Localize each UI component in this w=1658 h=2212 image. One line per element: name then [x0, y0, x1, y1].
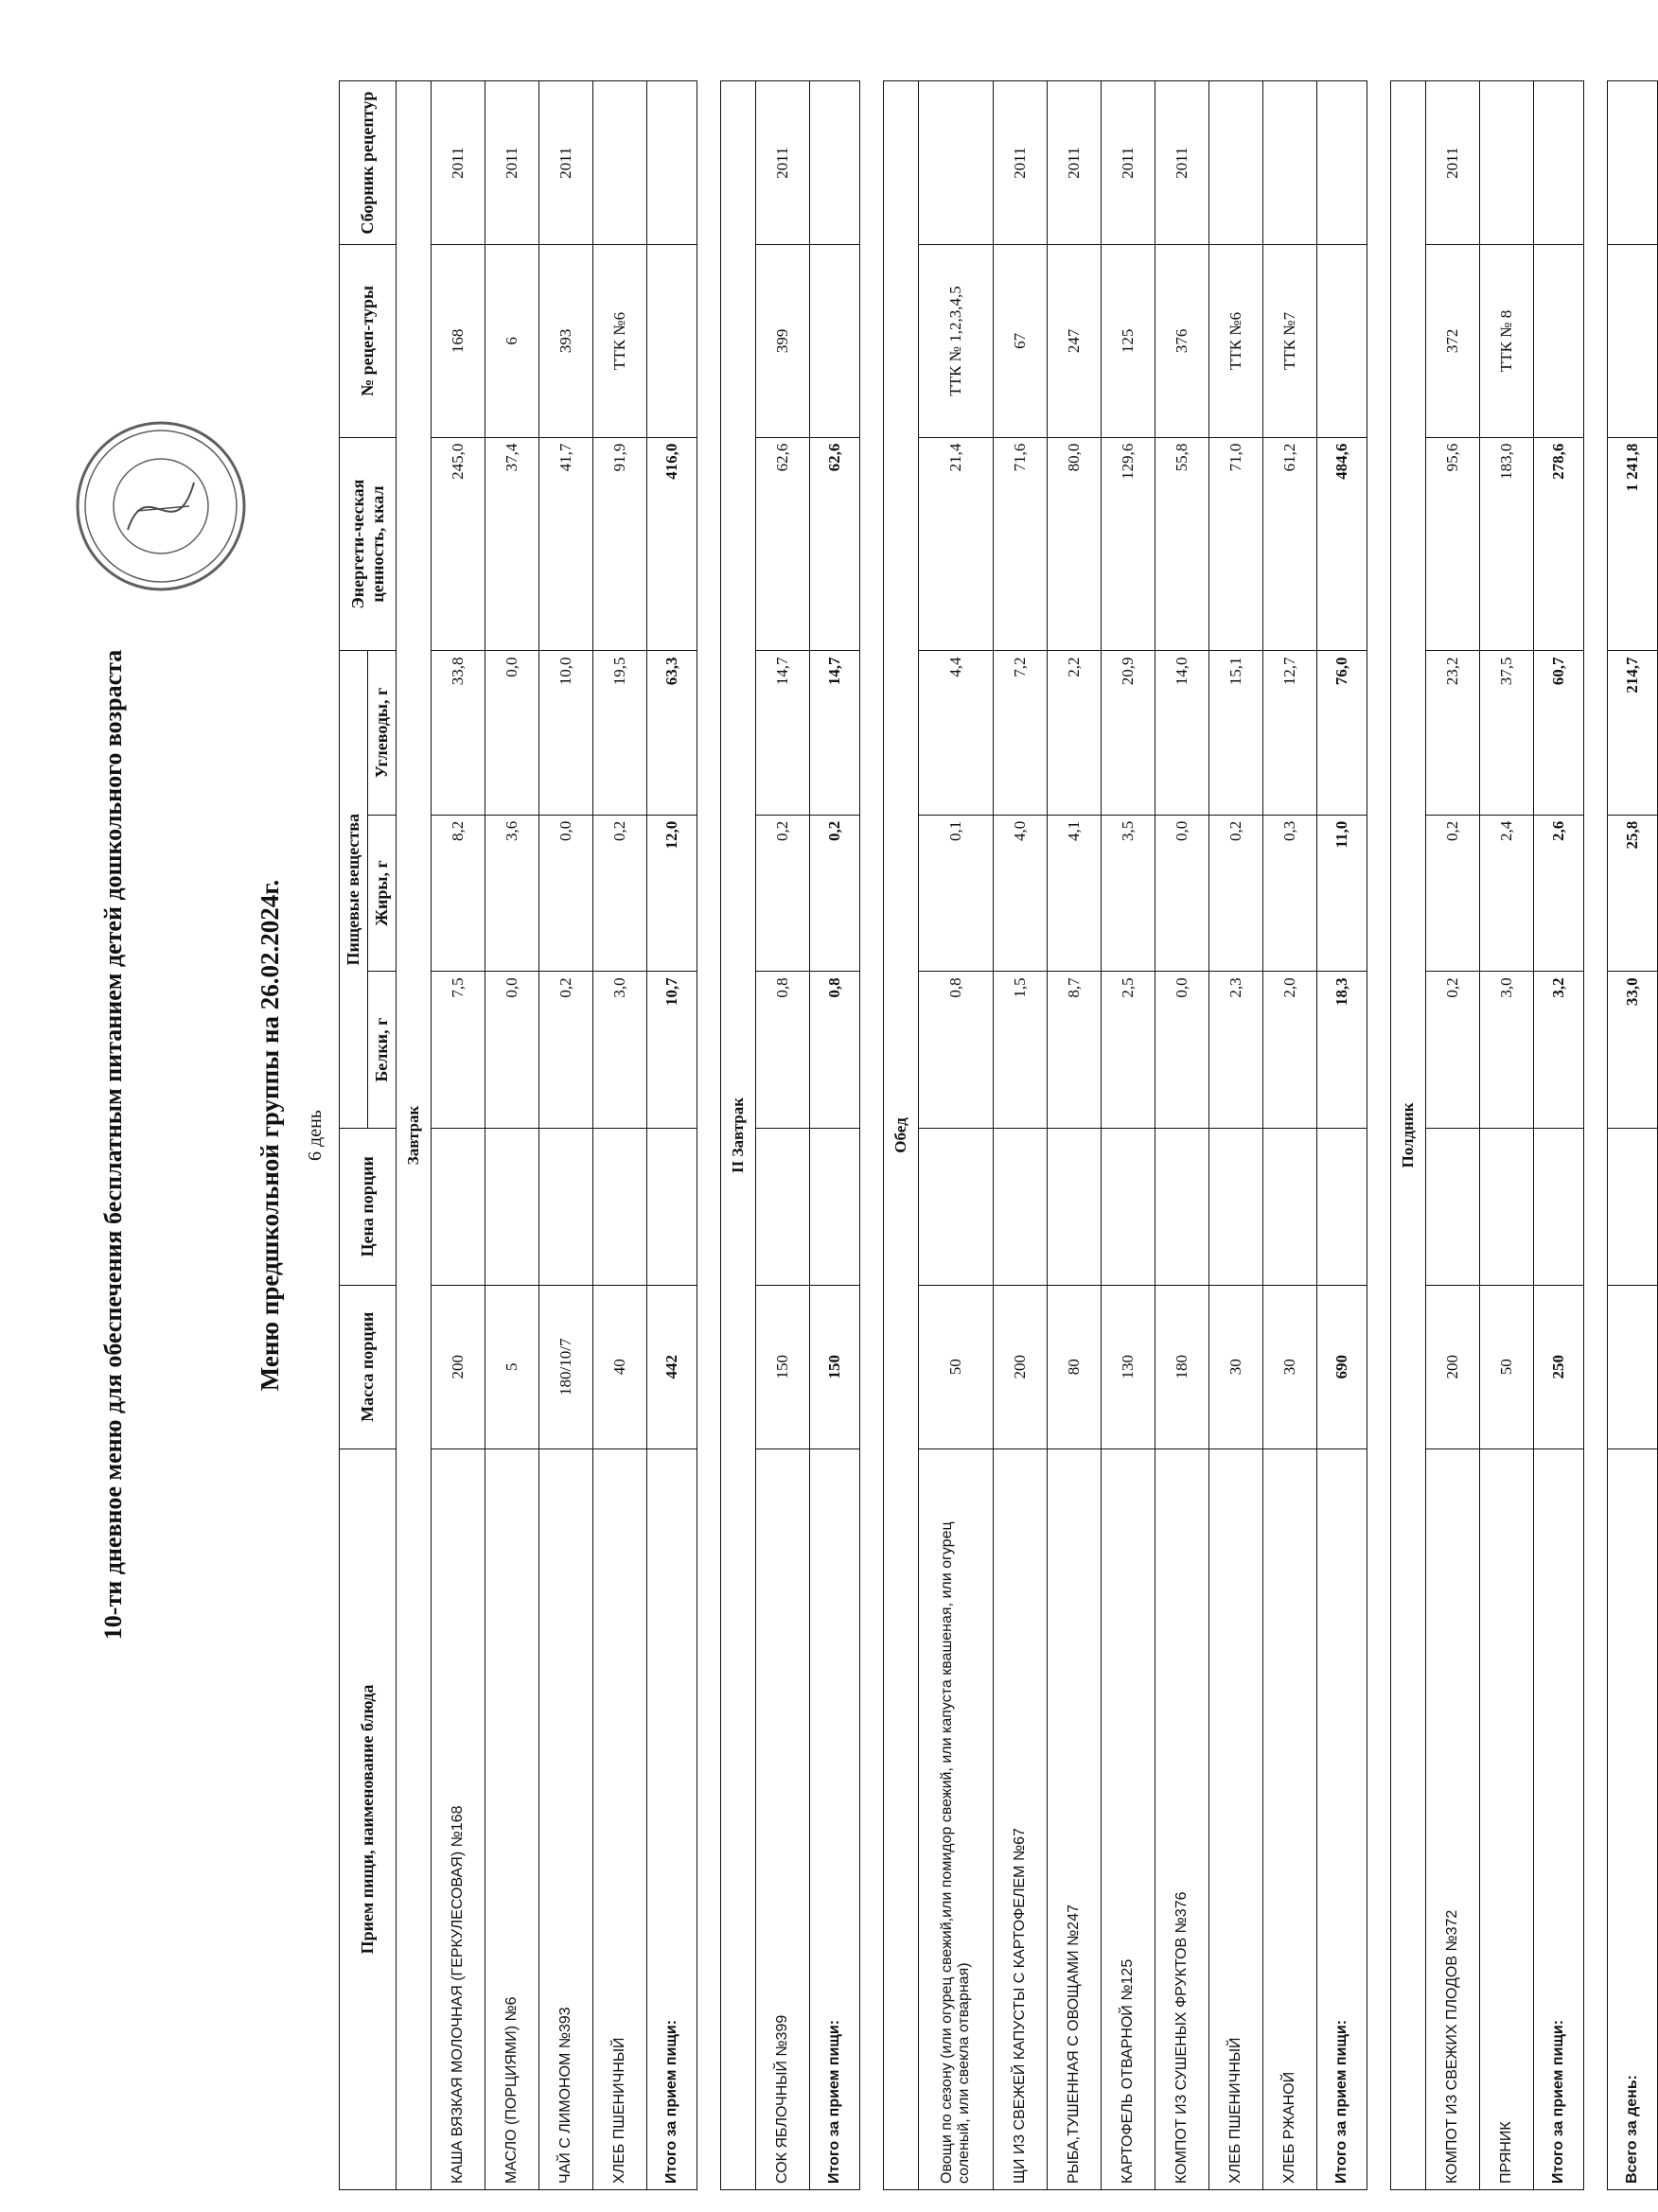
- spacer-cell: [1584, 81, 1608, 2190]
- fat-value: 3,5: [1102, 815, 1155, 972]
- page-title: 10-ти дневное меню для обеспечения бесплатным питанием детей дошкольного возраста: [99, 649, 127, 1641]
- portion-price: [1209, 1129, 1263, 1286]
- subtotal-carbs: 76,0: [1317, 651, 1367, 815]
- carbs-value: 33,8: [432, 651, 485, 815]
- carbs-value: 0,0: [485, 651, 539, 815]
- col-header-recipe: № рецеп-туры: [340, 245, 397, 437]
- day-total-energy: 1 241,8: [1608, 437, 1658, 651]
- subtotal-recipe: [810, 245, 860, 437]
- recipe-collection: [593, 81, 647, 245]
- protein-value: 2,0: [1263, 972, 1317, 1129]
- fat-value: 0,0: [1155, 815, 1209, 972]
- subtotal-protein: 0,8: [810, 972, 860, 1129]
- portion-mass: 130: [1102, 1285, 1155, 1448]
- energy-value: 95,6: [1426, 437, 1480, 651]
- subtotal-row: [810, 81, 860, 2190]
- energy-value: 71,6: [994, 437, 1048, 651]
- table-row: [1155, 81, 1209, 2190]
- section-row: [1391, 81, 1426, 2190]
- portion-mass: 40: [593, 1285, 647, 1448]
- recipe-collection: [1263, 81, 1317, 245]
- spacer-row: [1584, 81, 1608, 2190]
- subtotal-recipe: [1317, 245, 1367, 437]
- carbs-value: 15,1: [1209, 651, 1263, 815]
- recipe-number: 67: [994, 245, 1048, 437]
- spacer-cell: [860, 81, 884, 2190]
- col-header-nutrients: Пищевые вещества: [340, 651, 368, 1129]
- section-label: Завтрак: [397, 81, 432, 2190]
- energy-value: 21,4: [919, 437, 994, 651]
- recipe-number: 393: [539, 245, 593, 437]
- table-row: [1426, 81, 1480, 2190]
- energy-value: 91,9: [593, 437, 647, 651]
- recipe-number: ТТК №7: [1263, 245, 1317, 437]
- subtotal-price: [1317, 1129, 1367, 1286]
- recipe-number: ТТК № 8: [1480, 245, 1534, 437]
- subtotal-mass: 250: [1534, 1285, 1584, 1448]
- subtotal-label: Итого за прием пищи:: [647, 1448, 697, 2189]
- energy-value: 183,0: [1480, 437, 1534, 651]
- recipe-collection: 2011: [1048, 81, 1102, 245]
- recipe-collection: [1480, 81, 1534, 245]
- recipe-collection: 2011: [539, 81, 593, 245]
- portion-mass: 30: [1263, 1285, 1317, 1448]
- subtotal-collection: [1317, 81, 1367, 245]
- recipe-number: ТТК №6: [1209, 245, 1263, 437]
- carbs-value: 14,0: [1155, 651, 1209, 815]
- recipe-number: 125: [1102, 245, 1155, 437]
- day-total-protein: 33,0: [1608, 972, 1658, 1129]
- portion-mass: 50: [1480, 1285, 1534, 1448]
- portion-mass: 180: [1155, 1285, 1209, 1448]
- subtotal-row: [1534, 81, 1584, 2190]
- day-total-label: Всего за день:: [1608, 1448, 1658, 2189]
- menu-title: Меню предшкольной группы на 26.02.2024г.: [256, 879, 284, 1392]
- table-row: [756, 81, 810, 2190]
- dish-name: ЧАЙ С ЛИМОНОМ №393: [539, 1448, 593, 2189]
- recipe-collection: 2011: [1426, 81, 1480, 245]
- subtotal-price: [647, 1129, 697, 1286]
- section-row: [884, 81, 919, 2190]
- protein-value: 0,8: [756, 972, 810, 1129]
- dish-name: ПРЯНИК: [1480, 1448, 1534, 2189]
- day-total-collection: [1608, 81, 1658, 245]
- recipe-collection: 2011: [756, 81, 810, 245]
- menu-document: [246, 80, 1641, 2190]
- portion-mass: 30: [1209, 1285, 1263, 1448]
- dish-name: РЫБА,ТУШЕННАЯ С ОВОЩАМИ №247: [1048, 1448, 1102, 2189]
- fat-value: 0,2: [756, 815, 810, 972]
- carbs-value: 2,2: [1048, 651, 1102, 815]
- portion-mass: 200: [1426, 1285, 1480, 1448]
- protein-value: 1,5: [994, 972, 1048, 1129]
- dish-name: Овощи по сезону (или огурец свежий,или помидор свежий, или капуста квашеная, или огурец соленый, или свекла отварная): [919, 1448, 994, 2189]
- table-row: [1048, 81, 1102, 2190]
- fat-value: 3,6: [485, 815, 539, 972]
- fat-value: 2,4: [1480, 815, 1534, 972]
- subtotal-collection: [1534, 81, 1584, 245]
- portion-mass: 80: [1048, 1285, 1102, 1448]
- day-total-fat: 25,8: [1608, 815, 1658, 972]
- portion-price: [432, 1129, 485, 1286]
- subtotal-collection: [810, 81, 860, 245]
- subtotal-carbs: 63,3: [647, 651, 697, 815]
- col-header-name: Прием пищи, наименование блюда: [340, 1448, 397, 2189]
- carbs-value: 14,7: [756, 651, 810, 815]
- subtotal-protein: 10,7: [647, 972, 697, 1129]
- subtotal-energy: 416,0: [647, 437, 697, 651]
- subtotal-carbs: 14,7: [810, 651, 860, 815]
- table-row: [485, 81, 539, 2190]
- energy-value: 62,6: [756, 437, 810, 651]
- portion-price: [1426, 1129, 1480, 1286]
- table-row: [539, 81, 593, 2190]
- subtotal-energy: 62,6: [810, 437, 860, 651]
- subtotal-label: Итого за прием пищи:: [1534, 1448, 1584, 2189]
- dish-name: ЩИ ИЗ СВЕЖЕЙ КАПУСТЫ С КАРТОФЕЛЕМ №67: [994, 1448, 1048, 2189]
- table-row: [1102, 81, 1155, 2190]
- recipe-number: ТТК №6: [593, 245, 647, 437]
- portion-price: [1048, 1129, 1102, 1286]
- protein-value: 2,3: [1209, 972, 1263, 1129]
- carbs-value: 23,2: [1426, 651, 1480, 815]
- subtotal-carbs: 60,7: [1534, 651, 1584, 815]
- recipe-number: 247: [1048, 245, 1102, 437]
- recipe-collection: [1209, 81, 1263, 245]
- protein-value: 0,2: [539, 972, 593, 1129]
- energy-value: 55,8: [1155, 437, 1209, 651]
- spacer-row: [697, 81, 721, 2190]
- subtotal-fat: 12,0: [647, 815, 697, 972]
- table-row: [1480, 81, 1534, 2190]
- carbs-value: 20,9: [1102, 651, 1155, 815]
- portion-price: [756, 1129, 810, 1286]
- fat-value: 4,1: [1048, 815, 1102, 972]
- subtotal-protein: 18,3: [1317, 972, 1367, 1129]
- day-total-price: [1608, 1129, 1658, 1286]
- recipe-number: 6: [485, 245, 539, 437]
- recipe-number: ТТК № 1,2,3,4,5: [919, 245, 994, 437]
- dish-name: ХЛЕБ РЖАНОЙ: [1263, 1448, 1317, 2189]
- portion-price: [1102, 1129, 1155, 1286]
- carbs-value: 37,5: [1480, 651, 1534, 815]
- subtotal-mass: 690: [1317, 1285, 1367, 1448]
- subtotal-energy: 484,6: [1317, 437, 1367, 651]
- protein-value: 0,8: [919, 972, 994, 1129]
- col-header-collection: Сборник рецептур: [340, 81, 397, 245]
- recipe-collection: [919, 81, 994, 245]
- subtotal-energy: 278,6: [1534, 437, 1584, 651]
- fat-value: 8,2: [432, 815, 485, 972]
- recipe-collection: 2011: [432, 81, 485, 245]
- day-label: 6 день: [305, 1110, 326, 1161]
- carbs-value: 12,7: [1263, 651, 1317, 815]
- carbs-value: 7,2: [994, 651, 1048, 815]
- fat-value: 0,2: [593, 815, 647, 972]
- fat-value: 0,2: [1426, 815, 1480, 972]
- dish-name: КАРТОФЕЛЬ ОТВАРНОЙ №125: [1102, 1448, 1155, 2189]
- dish-name: КОМПОТ ИЗ СУШЕНЫХ ФРУКТОВ №376: [1155, 1448, 1209, 2189]
- subtotal-fat: 2,6: [1534, 815, 1584, 972]
- recipe-number: 376: [1155, 245, 1209, 437]
- energy-value: 71,0: [1209, 437, 1263, 651]
- carbs-value: 19,5: [593, 651, 647, 815]
- protein-value: 2,5: [1102, 972, 1155, 1129]
- energy-value: 61,2: [1263, 437, 1317, 651]
- portion-price: [1263, 1129, 1317, 1286]
- portion-price: [485, 1129, 539, 1286]
- day-total-recipe: [1608, 245, 1658, 437]
- col-header-protein: Белки, г: [368, 972, 397, 1129]
- subtotal-row: [1317, 81, 1367, 2190]
- fat-value: 0,2: [1209, 815, 1263, 972]
- spacer-row: [860, 81, 884, 2190]
- portion-mass: 5: [485, 1285, 539, 1448]
- protein-value: 0,0: [1155, 972, 1209, 1129]
- fat-value: 0,3: [1263, 815, 1317, 972]
- protein-value: 7,5: [432, 972, 485, 1129]
- table-row: [994, 81, 1048, 2190]
- spacer-cell: [697, 81, 721, 2190]
- protein-value: 8,7: [1048, 972, 1102, 1129]
- portion-price: [1155, 1129, 1209, 1286]
- recipe-number: 168: [432, 245, 485, 437]
- fat-value: 4,0: [994, 815, 1048, 972]
- recipe-number: 399: [756, 245, 810, 437]
- portion-price: [994, 1129, 1048, 1286]
- organization-stamp: [71, 416, 251, 596]
- day-total-mass: [1608, 1285, 1658, 1448]
- subtotal-fat: 0,2: [810, 815, 860, 972]
- subtotal-mass: 442: [647, 1285, 697, 1448]
- day-total-row: [1608, 81, 1658, 2190]
- dish-name: КОМПОТ ИЗ СВЕЖИХ ПЛОДОВ №372: [1426, 1448, 1480, 2189]
- section-label: II Завтрак: [721, 81, 756, 2190]
- col-header-mass: Масса порции: [340, 1285, 397, 1448]
- section-label: Полдник: [1391, 81, 1426, 2190]
- energy-value: 129,6: [1102, 437, 1155, 651]
- table-row: [919, 81, 994, 2190]
- recipe-collection: 2011: [485, 81, 539, 245]
- dish-name: КАША ВЯЗКАЯ МОЛОЧНАЯ (ГЕРКУЛЕСОВАЯ) №168: [432, 1448, 485, 2189]
- subtotal-recipe: [647, 245, 697, 437]
- fat-value: 0,0: [539, 815, 593, 972]
- portion-price: [539, 1129, 593, 1286]
- subtotal-mass: 150: [810, 1285, 860, 1448]
- portion-mass: 50: [919, 1285, 994, 1448]
- portion-mass: 150: [756, 1285, 810, 1448]
- table-row: [1209, 81, 1263, 2190]
- recipe-collection: 2011: [994, 81, 1048, 245]
- protein-value: 3,0: [593, 972, 647, 1129]
- dish-name: ХЛЕБ ПШЕНИЧНЫЙ: [1209, 1448, 1263, 2189]
- recipe-number: 372: [1426, 245, 1480, 437]
- dish-name: ХЛЕБ ПШЕНИЧНЫЙ: [593, 1448, 647, 2189]
- carbs-value: 4,4: [919, 651, 994, 815]
- col-header-fat: Жиры, г: [368, 815, 397, 972]
- col-header-energy: Энергети-ческая ценность, ккал: [340, 437, 397, 651]
- subtotal-label: Итого за прием пищи:: [1317, 1448, 1367, 2189]
- recipe-collection: 2011: [1155, 81, 1209, 245]
- section-row: [397, 81, 432, 2190]
- portion-mass: 180/10/7: [539, 1285, 593, 1448]
- spacer-cell: [1367, 81, 1391, 2190]
- energy-value: 37,4: [485, 437, 539, 651]
- portion-price: [593, 1129, 647, 1286]
- table-row: [593, 81, 647, 2190]
- subtotal-price: [810, 1129, 860, 1286]
- day-total-carbs: 214,7: [1608, 651, 1658, 815]
- protein-value: 0,0: [485, 972, 539, 1129]
- table-row: [432, 81, 485, 2190]
- portion-price: [1480, 1129, 1534, 1286]
- subtotal-protein: 3,2: [1534, 972, 1584, 1129]
- subtotal-fat: 11,0: [1317, 815, 1367, 972]
- portion-price: [919, 1129, 994, 1286]
- section-row: [721, 81, 756, 2190]
- fat-value: 0,1: [919, 815, 994, 972]
- energy-value: 41,7: [539, 437, 593, 651]
- section-label: Обед: [884, 81, 919, 2190]
- portion-mass: 200: [432, 1285, 485, 1448]
- col-header-carbs: Углеводы, г: [368, 651, 397, 815]
- energy-value: 245,0: [432, 437, 485, 651]
- portion-mass: 200: [994, 1285, 1048, 1448]
- protein-value: 3,0: [1480, 972, 1534, 1129]
- col-header-price: Цена порции: [340, 1129, 397, 1286]
- recipe-collection: 2011: [1102, 81, 1155, 245]
- subtotal-price: [1534, 1129, 1584, 1286]
- energy-value: 80,0: [1048, 437, 1102, 651]
- table-row: [1263, 81, 1317, 2190]
- protein-value: 0,2: [1426, 972, 1480, 1129]
- subtotal-label: Итого за прием пищи:: [810, 1448, 860, 2189]
- dish-name: СОК ЯБЛОЧНЫЙ №399: [756, 1448, 810, 2189]
- carbs-value: 10,0: [539, 651, 593, 815]
- spacer-row: [1367, 81, 1391, 2190]
- menu-table: [339, 80, 1658, 2190]
- subtotal-row: [647, 81, 697, 2190]
- subtotal-collection: [647, 81, 697, 245]
- dish-name: МАСЛО (ПОРЦИЯМИ) №6: [485, 1448, 539, 2189]
- subtotal-recipe: [1534, 245, 1584, 437]
